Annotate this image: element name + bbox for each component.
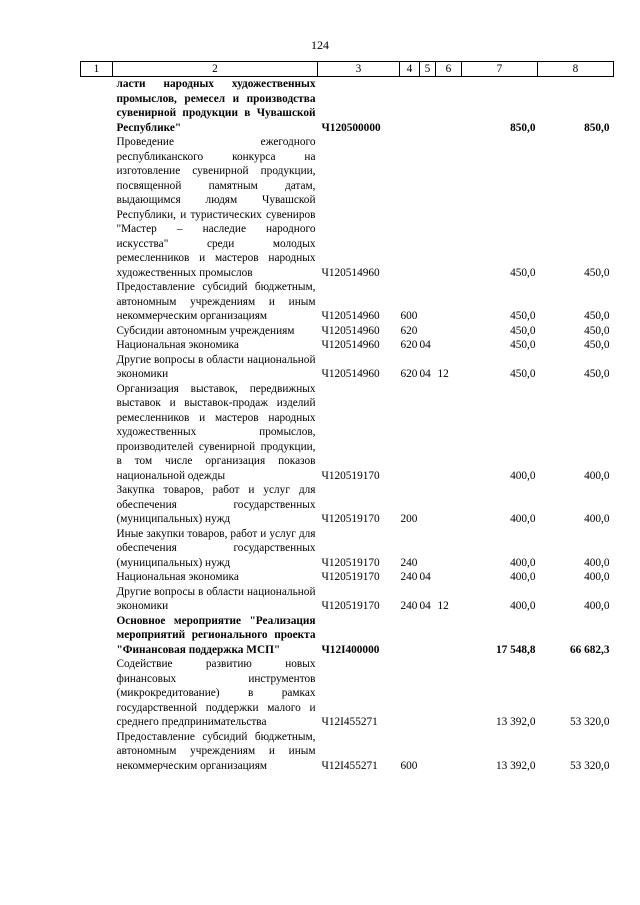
amount-column-8: 66 682,3 — [569, 643, 610, 656]
row-number-cell — [81, 353, 113, 382]
target-article-code: Ч120514960 — [321, 368, 380, 380]
column-number-1: 1 — [81, 62, 113, 77]
amount-column-7: 450,0 — [510, 324, 536, 337]
budget-table — [80, 61, 614, 773]
target-article-code: Ч120514960 — [321, 310, 380, 322]
section-code — [420, 77, 436, 136]
section-code: 04 — [419, 339, 431, 351]
target-article-code: Ч120519170 — [321, 513, 380, 525]
table-row — [81, 77, 614, 136]
target-article-code: Ч12I455271 — [321, 716, 378, 728]
section-code — [420, 657, 436, 730]
row-number-cell — [81, 338, 113, 353]
subsection-code — [436, 730, 462, 774]
amount-column-7: 400,0 — [510, 469, 536, 482]
amount-column-8: 400,0 — [584, 571, 610, 583]
amount-column-8: 53 320,0 — [569, 759, 610, 772]
table-row — [81, 382, 614, 484]
row-number-cell — [81, 77, 113, 136]
column-number-7: 7 — [462, 62, 538, 77]
section-code — [420, 280, 436, 324]
expense-type-code — [400, 77, 420, 136]
page-number: 124 — [311, 38, 329, 52]
row-number-cell — [81, 483, 113, 527]
expense-type-code: 200 — [400, 513, 418, 525]
item-name: Национальная экономика — [116, 339, 239, 351]
section-code — [420, 324, 436, 339]
section-code: 04 — [419, 600, 431, 612]
expense-type-code: 240 — [400, 600, 418, 612]
amount-column-8: 450,0 — [584, 339, 610, 351]
subsection-code — [436, 324, 462, 339]
target-article-code: Ч120500000 — [321, 121, 381, 134]
row-number-cell — [81, 614, 113, 658]
item-name: Проведение ежегодного республиканского конкурса на изготовление сувенирной продукции, посвященной памятным датам, выдающимся людям Чувашской Республики, и туристических сувениров "Мастер – наследие народного искусства" среди молодых ремесленников и мастеров народных художественных промыслов — [116, 136, 316, 279]
amount-column-7: 17 548,8 — [495, 643, 536, 656]
row-number-cell — [81, 657, 113, 730]
target-article-code: Ч120514960 — [321, 339, 380, 351]
amount-column-8: 450,0 — [584, 368, 610, 380]
expense-type-code — [400, 657, 420, 730]
row-number-cell — [81, 135, 113, 280]
row-number-cell — [81, 324, 113, 339]
table-body — [81, 77, 614, 774]
subsection-code — [436, 382, 462, 484]
column-number-2: 2 — [113, 62, 318, 77]
expense-type-code: 240 — [400, 556, 418, 569]
expense-type-code: 240 — [400, 571, 418, 583]
row-number-cell — [81, 527, 113, 571]
item-name: Другие вопросы в области национальной экономики — [116, 585, 316, 612]
amount-column-7: 850,0 — [510, 121, 536, 134]
subsection-code — [436, 280, 462, 324]
amount-column-7: 450,0 — [510, 339, 536, 351]
amount-column-7: 400,0 — [510, 571, 536, 583]
amount-column-8: 400,0 — [584, 556, 610, 569]
amount-column-8: 450,0 — [584, 324, 610, 337]
amount-column-8: 850,0 — [584, 121, 610, 134]
subsection-code — [436, 77, 462, 136]
item-name: Другие вопросы в области национальной экономики — [116, 353, 316, 380]
row-number-cell — [81, 730, 113, 774]
amount-column-8: 450,0 — [584, 310, 610, 322]
table-row — [81, 527, 614, 571]
expense-type-code — [400, 614, 420, 658]
amount-column-7: 400,0 — [510, 600, 536, 612]
table-row — [81, 324, 614, 339]
item-name: Предоставление субсидий бюджетным, автономным учреждениям и иным некоммерческим организациям — [116, 730, 316, 772]
expense-type-code: 600 — [400, 310, 418, 322]
item-name: Содействие развитию новых финансовых инструментов (микрокредитование) в рамках государственной поддержки малого и среднего предпринимательства — [116, 658, 316, 728]
item-name: ласти народных художественных промыслов, ремесел и производства сувенирной продукции в Чувашской Республике" — [116, 78, 316, 134]
amount-column-8: 450,0 — [584, 266, 610, 279]
table-header — [81, 62, 614, 77]
section-code — [420, 135, 436, 280]
section-code — [420, 614, 436, 658]
table-row — [81, 135, 614, 280]
table-row — [81, 570, 614, 585]
subsection-code — [436, 657, 462, 730]
target-article-code: Ч120519170 — [321, 571, 380, 583]
table-row — [81, 585, 614, 614]
subsection-code — [436, 527, 462, 571]
expense-type-code — [400, 135, 420, 280]
amount-column-8: 53 320,0 — [569, 716, 610, 728]
item-name: Организация выставок, передвижных выставок и выставок-продаж изделий ремесленников и мастеров народных художественных промыслов, производителей сувенирной продукции, в том числе организация показов национальной одежды — [116, 382, 316, 482]
section-code: 04 — [419, 368, 431, 380]
table-row — [81, 353, 614, 382]
amount-column-7: 400,0 — [510, 513, 536, 525]
target-article-code: Ч120514960 — [321, 324, 380, 337]
amount-column-7: 450,0 — [510, 266, 536, 279]
amount-column-8: 400,0 — [584, 600, 610, 612]
row-number-cell — [81, 570, 113, 585]
table-row — [81, 614, 614, 658]
column-number-5: 5 — [420, 62, 436, 77]
column-number-4: 4 — [400, 62, 420, 77]
expense-type-code: 620 — [400, 324, 418, 337]
column-number-3: 3 — [318, 62, 400, 77]
row-number-cell — [81, 280, 113, 324]
section-code — [420, 527, 436, 571]
amount-column-7: 400,0 — [510, 556, 536, 569]
item-name: Национальная экономика — [116, 571, 239, 583]
section-code: 04 — [419, 571, 431, 583]
target-article-code: Ч120519170 — [321, 600, 380, 612]
table-row — [81, 730, 614, 774]
subsection-code: 12 — [437, 600, 449, 612]
subsection-code — [436, 570, 462, 585]
subsection-code — [436, 483, 462, 527]
target-article-code: Ч120519170 — [321, 556, 380, 569]
column-number-6: 6 — [436, 62, 462, 77]
amount-column-7: 13 392,0 — [495, 759, 536, 772]
target-article-code: Ч12I455271 — [321, 759, 378, 772]
header-row — [81, 62, 614, 77]
item-name: Основное мероприятие "Реализация мероприятий регионального проекта "Финансовая поддержка МСП" — [116, 614, 316, 656]
amount-column-8: 400,0 — [584, 469, 610, 482]
expense-type-code: 620 — [400, 339, 418, 351]
subsection-code — [436, 614, 462, 658]
section-code — [420, 483, 436, 527]
row-number-cell — [81, 585, 113, 614]
column-number-8: 8 — [538, 62, 614, 77]
item-name: Иные закупки товаров, работ и услуг для обеспечения государственных (муниципальных) нужд — [116, 527, 316, 569]
subsection-code: 12 — [437, 368, 449, 380]
amount-column-8: 400,0 — [584, 513, 610, 525]
subsection-code — [436, 338, 462, 353]
table-row — [81, 280, 614, 324]
expense-type-code: 620 — [400, 368, 418, 380]
target-article-code: Ч12I400000 — [321, 643, 380, 656]
amount-column-7: 13 392,0 — [495, 716, 536, 728]
target-article-code: Ч120514960 — [321, 266, 380, 279]
amount-column-7: 450,0 — [510, 310, 536, 322]
section-code — [420, 730, 436, 774]
table-row — [81, 338, 614, 353]
table-row — [81, 657, 614, 730]
row-number-cell — [81, 382, 113, 484]
item-name: Субсидии автономным учреждениям — [116, 324, 295, 337]
amount-column-7: 450,0 — [510, 368, 536, 380]
expense-type-code — [400, 382, 420, 484]
item-name: Предоставление субсидий бюджетным, автономным учреждениям и иным некоммерческим организациям — [116, 281, 316, 322]
expense-type-code: 600 — [400, 759, 418, 772]
table-row — [81, 483, 614, 527]
item-name: Закупка товаров, работ и услуг для обеспечения государственных (муниципальных) нужд — [116, 484, 316, 525]
subsection-code — [436, 135, 462, 280]
target-article-code: Ч120519170 — [321, 469, 380, 482]
section-code — [420, 382, 436, 484]
